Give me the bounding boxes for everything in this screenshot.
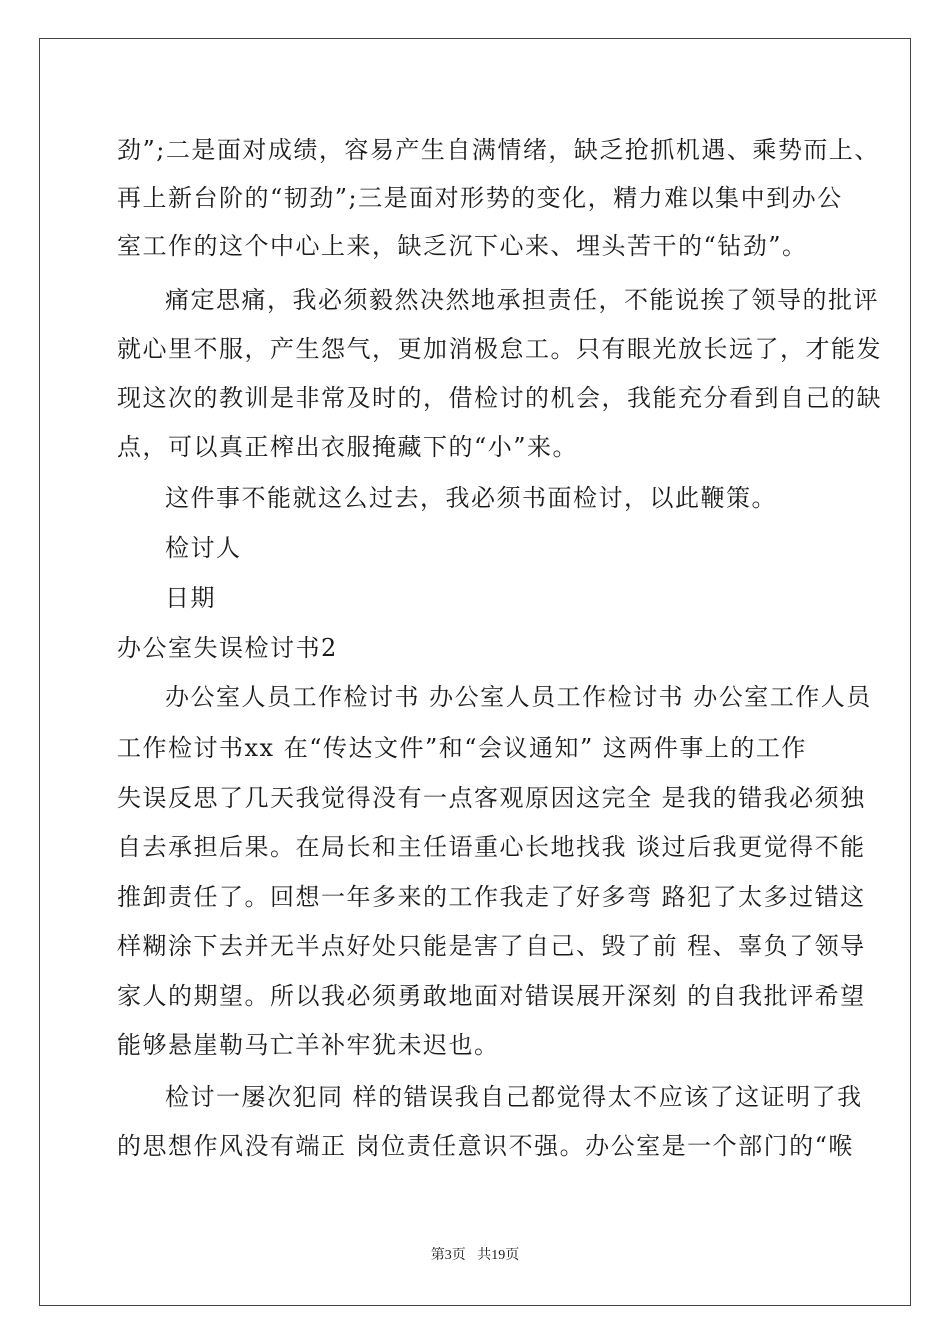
text-line: 现这次的教训是非常及时的，借检讨的机会，我能充分看到自己的缺 — [117, 384, 882, 412]
date-label: 日期 — [165, 584, 216, 612]
text-line: 这件事不能就这么过去，我必须书面检讨，以此鞭策。 — [165, 484, 777, 512]
page-footer — [0, 1247, 950, 1265]
text-line: 点，可以真正榨出衣服掩藏下的“小”来。 — [117, 433, 579, 461]
page-number: 第3页 — [430, 1248, 466, 1263]
text-line: 检讨一屡次犯同 样的错误我自己都觉得太不应该了这证明了我 — [165, 1083, 863, 1111]
text-line: 推卸责任了。回想一年多来的工作我走了好多弯 路犯了太多过错这 — [117, 883, 866, 911]
text-line: 室工作的这个中心上来，缺乏沉下心来、埋头苦干的“钻劲”。 — [117, 232, 808, 260]
text-line: 的思想作风没有端正 岗位责任意识不强。办公室是一个部门的“喉 — [117, 1132, 854, 1160]
text-line: 就心里不服，产生怨气，更加消极怠工。只有眼光放长远了，才能发 — [117, 335, 882, 363]
text-line: 家人的期望。所以我必须勇敢地面对错误展开深刻 的自我批评希望 — [117, 982, 866, 1010]
text-line: 自去承担后果。在局长和主任语重心长地找我 谈过后我更觉得不能 — [117, 833, 866, 861]
text-line: 再上新台阶的“韧劲”;三是面对形势的变化，精力难以集中到办公 — [117, 184, 843, 212]
text-line: 失误反思了几天我觉得没有一点客观原因这完全 是我的错我必须独 — [117, 784, 866, 812]
page-total: 共19页 — [477, 1248, 520, 1263]
text-line: 痛定思痛，我必须毅然决然地承担责任，不能说挨了领导的批评 — [165, 286, 879, 314]
text-line: 办公室人员工作检讨书 办公室人员工作检讨书 办公室工作人员 — [165, 683, 872, 711]
text-line: 劲”;二是面对成绩，容易产生自满情绪，缺乏抢抓机遇、乘势而上、 — [117, 136, 880, 164]
text-line: 样糊涂下去并无半点好处只能是害了自己、毁了前 程、辜负了领导 — [117, 932, 866, 960]
signature-label: 检讨人 — [165, 534, 242, 562]
section-title: 办公室失误检讨书2 — [117, 634, 338, 662]
text-line: 工作检讨书xx 在“传达文件”和“会议通知” 这两件事上的工作 — [117, 734, 807, 762]
text-line: 能够悬崖勒马亡羊补牢犹未迟也。 — [117, 1031, 500, 1059]
